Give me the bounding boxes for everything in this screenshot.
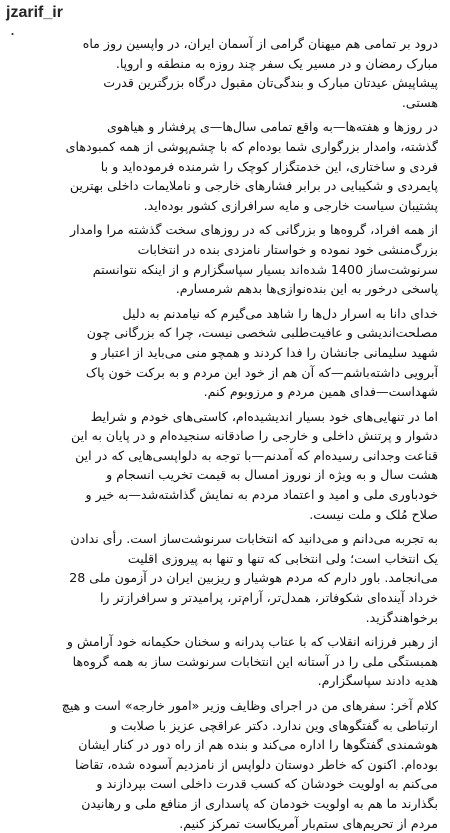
caption-line: به تجربه می‌دانم و می‌دانید که انتخابات سرنوشت‌ساز است. رأی ندادن [70, 531, 438, 547]
caption-line: پشتیبان سیاست خارجی و مایه سرافرازی کشور بوده‌اید. [143, 197, 438, 213]
caption-line: درود بر تمامی هم میهنان گرامی از آسمان ایران، در واپسین روز ماه [82, 36, 438, 51]
caption-line: فردی و ساختاری، این خدمتگزار کوچک را شرمنده فرموده‌اید و با [100, 158, 438, 174]
caption-paragraph [10, 304, 438, 402]
caption-line: خرداد آینده‌ای شکوفاتر، همدل‌تر، آرام‌تر، پرامیدتر و سرافرازتر را [99, 590, 438, 606]
caption-paragraph [10, 696, 438, 833]
caption-line: گذشته، وامدار بزرگواری شما بوده‌ام که با چشم‌پوشی از همه کمبودهای [65, 138, 438, 154]
caption-line: شهید سلیمانی جانشان را فدا کردند و همچو منی می‌باید از اعتبار و [91, 344, 438, 360]
caption-line: یک انتخاب است؛ ولی انتخابی که تنها و تنها به پیروزی اقلیت [127, 550, 438, 566]
caption-line: هستی. [401, 94, 438, 110]
caption-line: همبستگی ملی را در آستانه این انتخابات سرنوشت ساز به همه گروه‌ها [72, 653, 438, 669]
caption-paragraph [10, 407, 438, 525]
caption-line: قناعت وجدانی رسیده‌ام که آمدنم—با توجه به دلواپسی‌هایی که در این [75, 447, 438, 463]
caption-line: کلام آخر: سفرهای من در اجرای وظایف وزیر «امور خارجه» است و هیچ [61, 698, 438, 713]
caption-line: بوده‌ام. اکنون که خاطر دوستان دلواپس از نامزدیم آسوده شده، تقاضا [74, 756, 438, 772]
caption-line: آبرویی داشته‌باشم—که آن هم از خود این مردم و به برکت خون پاک [85, 364, 438, 380]
caption-line: می‌کنم به اولویت خودشان که کسب قدرت داخلی است بپردازند و [96, 776, 438, 792]
caption-line: بگذارند ما هم به اولویت خودمان که پاسداری از منافع ملی و رهانیدن [81, 795, 438, 811]
caption-line: بزرگ‌منشی خود نموده و خواستار نامزدی بنده در انتخابات [137, 241, 438, 257]
caption-paragraph [10, 117, 438, 215]
caption-line: شهداست—فدای همین مردم و مرزوبوم کنم. [203, 384, 438, 400]
caption-line: هوشمندی گفتگوها را اداره می‌کند و بنده هم از راه دور در کنار ایشان [78, 737, 438, 753]
caption-line: اما در تنهایی‌های خود بسیار اندیشیده‌ام، کاستی‌های خودم و شرایط [90, 408, 438, 424]
caption-line: در روزها و هفته‌ها—به واقع تمامی سال‌ها—ی پرفشار و هیاهوی [106, 119, 438, 135]
caption-line: سرنوشت‌ساز 1400 شده‌اند بسیار سپاسگزارم و از اینکه نتوانستم [92, 261, 438, 277]
caption-line: خدای دانا به اسرار دل‌ها را شاهد می‌گیرم که نیامدنم به دلیل [122, 305, 438, 321]
caption-line: پایمردی و شکیبایی در برابر فشارهای خارجی و ناملایمات داخلی بهترین [69, 178, 438, 194]
caption-line: مبارک رمضان و در مسیر یک سفر چند روزه به منطقه و اروپا. [115, 55, 438, 71]
caption-line: مصلحت‌اندیشی و عافیت‌طلبی شخصی نیست، چرا که بزرگانی چون [86, 325, 438, 341]
caption-line: می‌انجامد. باور دارم که مردم هوشیار و ریزبین ایران در آزمون ملی 28 [69, 570, 438, 586]
caption-paragraph [10, 34, 438, 112]
caption-line: هشت سال و به ویژه از نوروز امسال به قیمت تخریب انسجام و [106, 467, 438, 483]
caption-line: پیشاپیش عیدتان مبارک و بندگی‌تان مقبول درگاه بزرگترین قدرت [103, 75, 438, 91]
caption-line: خودباوری ملی و امید و اعتماد مردم به نمایش گذاشته‌شد—به خیر و [85, 487, 438, 503]
caption-line: پاسخی درخور به این بنده‌نوازی‌ها بدهم شرمسارم. [175, 281, 438, 297]
caption-paragraph [10, 632, 438, 691]
caption-header [0, 0, 450, 34]
caption-body [0, 34, 450, 833]
separator-dot: . [10, 20, 16, 39]
caption-paragraph [10, 529, 438, 627]
caption-line: صلاح مُلک و ملت نیست. [309, 506, 438, 522]
username-link[interactable]: jzarif_ir [6, 4, 63, 21]
caption-line: هدیه دادند سپاسگزارم. [317, 673, 438, 689]
caption-line: از همه افراد، گروه‌ها و بزرگانی که در روزهای سخت گذشته مرا وامدار [70, 222, 438, 238]
caption-line: مردم از تحریم‌های ستم‌بار آمریکاست تمرکز کنیم. [179, 815, 438, 831]
caption-line: ارتباطی به گفتگوهای وین ندارد. دکتر عراقچی عزیز با صلابت و [110, 717, 438, 733]
caption-line: از رهبر فرزانه انقلاب که با عتاب پدرانه و سخنان حکیمانه خود آرامش و [66, 634, 438, 650]
caption-paragraph [10, 220, 438, 298]
caption-line: دشوار و پرتنش داخلی و خارجی را صادقانه سنجیده‌ام و در پایان به این [71, 428, 438, 444]
caption-line: برخواهندگزید. [365, 609, 438, 625]
